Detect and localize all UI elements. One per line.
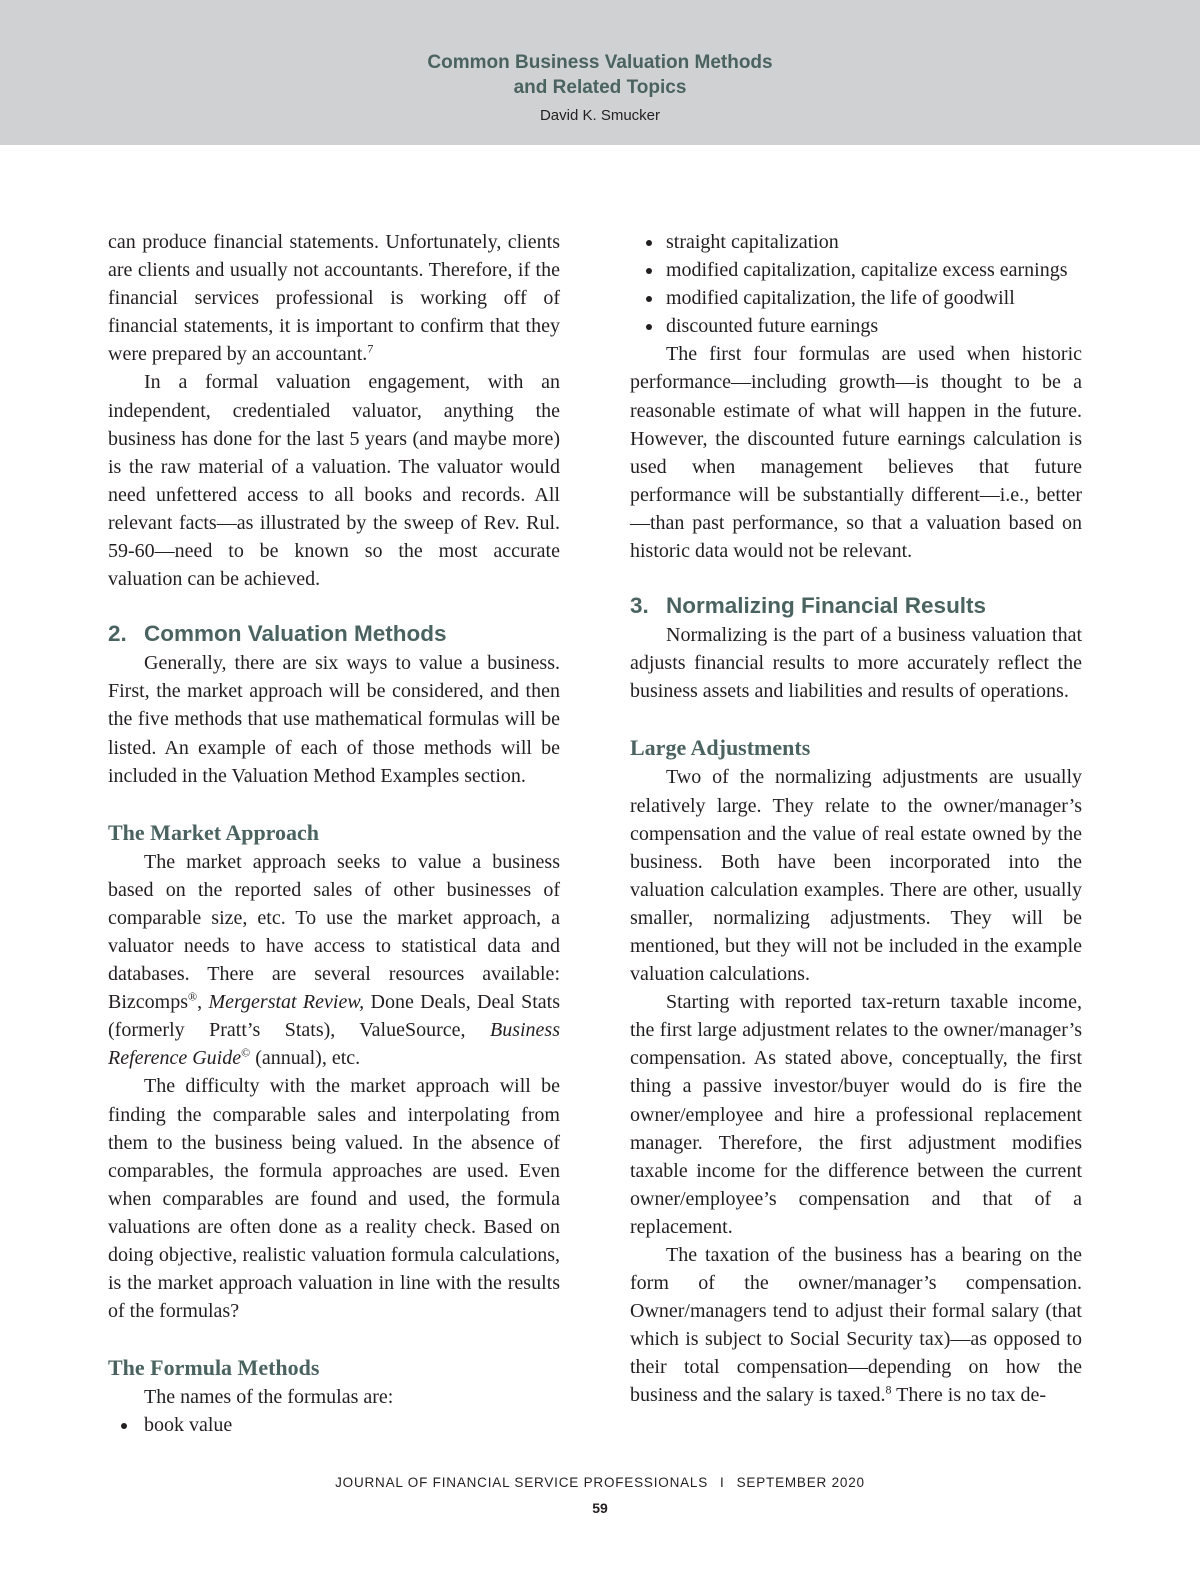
article-title-line2: and Related Topics xyxy=(513,77,687,98)
paragraph: Generally, there are six ways to value a business. First, the market approach will be considered, and then the five methods that use mathematical formulas will be listed. An example of each of those methods will be included in the Valuation Method Examples section. xyxy=(108,652,560,787)
copyright-mark: © xyxy=(241,1045,251,1060)
paragraph: In a formal valuation engagement, with an independent, credentialed valuator, anything the business has done for the last 5 years (and maybe more) is the raw material of a valuation. The valuator would need unfettered access to all books and records. All relevant facts—as illustrated by the sweep of Rev. Rul. 59-60—need to be known so the most accurate valuation can be achieved. xyxy=(108,371,560,591)
paragraph-text: The market approach seeks to value a business based on the reported sales of other businesses of comparable size, etc. To use the market approach, a valuator needs to have access to statistical data and databases. There are several resources available: Bizcomps xyxy=(108,850,560,1014)
subsection-heading: The Formula Methods xyxy=(108,1355,320,1381)
paragraph: Starting with reported tax-return taxable income, the first large adjustment relates to the owner/manager’s compensation. As stated above, conceptually, the first thing a passive investor/buyer would do is fire the owner/employee and hire a professional replacement manager. Therefore, the first adjustment modifies taxable income for the difference between the current owner/employee’s compensation and that of a replacement. xyxy=(630,991,1082,1238)
subsection-heading: Large Adjustments xyxy=(630,735,811,761)
right-column xyxy=(630,228,1082,1410)
issue-date: SEPTEMBER 2020 xyxy=(736,1475,865,1490)
section-number: 2. xyxy=(108,621,127,647)
section-number: 3. xyxy=(630,593,649,619)
section-heading xyxy=(108,619,560,649)
section-title: Common Valuation Methods xyxy=(144,621,447,647)
list-item: modified capitalization, capitalize excess earnings xyxy=(630,256,1082,284)
paragraph xyxy=(108,228,560,368)
page-footer xyxy=(0,1475,1200,1490)
paragraph: Normalizing is the part of a business valuation that adjusts financial results to more accurately reflect the business assets and liabilities and results of operations. xyxy=(630,624,1082,703)
paragraph-text: , xyxy=(197,991,209,1014)
paragraph-text: The taxation of the business has a bearing on the form of the owner/manager’s compensation. Owner/managers tend to adjust their formal salary (that which is subject to Social Security tax)—as opposed to their total compensation—depending on how the business and the salary is taxed. xyxy=(630,1244,1082,1407)
section-heading xyxy=(630,591,1082,621)
italic-title: Mergerstat Review, xyxy=(208,991,365,1014)
article-title-line1: Common Business Valuation Methods xyxy=(427,52,773,73)
paragraph-text: There is no tax de- xyxy=(891,1384,1047,1407)
paragraph xyxy=(108,848,560,1073)
footnote-ref: 8 xyxy=(885,1382,892,1397)
journal-name: JOURNAL OF FINANCIAL SERVICE PROFESSIONALS xyxy=(335,1475,709,1490)
article-title xyxy=(0,50,1200,100)
section-title: Normalizing Financial Results xyxy=(666,593,987,619)
page-number: 59 xyxy=(592,1500,608,1516)
page-header xyxy=(0,0,1200,145)
paragraph: The names of the formulas are: xyxy=(144,1386,394,1409)
paragraph: The first four formulas are used when historic performance—including growth—is thought to be a reasonable estimate of what will happen in the future. However, the discounted future earnings calculation is used when management believes that future performance will be substantially different—i.e., better—than past performance, so that a valuation based on historic data would not be relevant. xyxy=(630,343,1082,563)
paragraph-text: Done Deals, Deal Stats (formerly Pratt’s Stats), ValueSource, xyxy=(108,991,560,1042)
list-item: straight capitalization xyxy=(630,228,1082,256)
list-item: modified capitalization, the life of goodwill xyxy=(630,284,1082,312)
paragraph-text: (annual), etc. xyxy=(250,1047,361,1070)
article-author: David K. Smucker xyxy=(539,107,661,124)
subsection-heading: The Market Approach xyxy=(108,819,320,845)
bullet-list xyxy=(108,1411,560,1439)
bullet-list xyxy=(630,228,1082,340)
footer-separator: I xyxy=(720,1475,725,1490)
list-item: discounted future earnings xyxy=(630,312,1082,340)
left-column xyxy=(108,228,560,1439)
italic-title: Business Reference Guide xyxy=(108,1019,560,1070)
paragraph: The difficulty with the market approach will be finding the comparable sales and interpolating from them to the business being valued. In the absence of comparables, the formula approaches are used. Even when comparables are found and used, the formula valuations are often done as a reality check. Based on doing objective, realistic valuation formula calculations, is the market approach valuation in line with the results of the formulas? xyxy=(108,1075,560,1323)
list-item: book value xyxy=(108,1411,560,1439)
paragraph-text: can produce financial statements. Unfortunately, clients are clients and usually not accountants. Therefore, if the financial services professional is working off of financial statements, it is important to confirm that they were prepared by an accountant. xyxy=(108,231,560,366)
registered-mark: ® xyxy=(188,989,198,1004)
footnote-ref: 7 xyxy=(367,341,374,356)
paragraph xyxy=(630,1241,1082,1410)
paragraph: Two of the normalizing adjustments are usually relatively large. They relate to the owner/manager’s compensation and the value of real estate owned by the business. Both have been incorporated into the valuation calculation examples. There are other, usually smaller, normalizing adjustments. They will be mentioned, but they will not be included in the example valuation calculations. xyxy=(630,766,1082,986)
